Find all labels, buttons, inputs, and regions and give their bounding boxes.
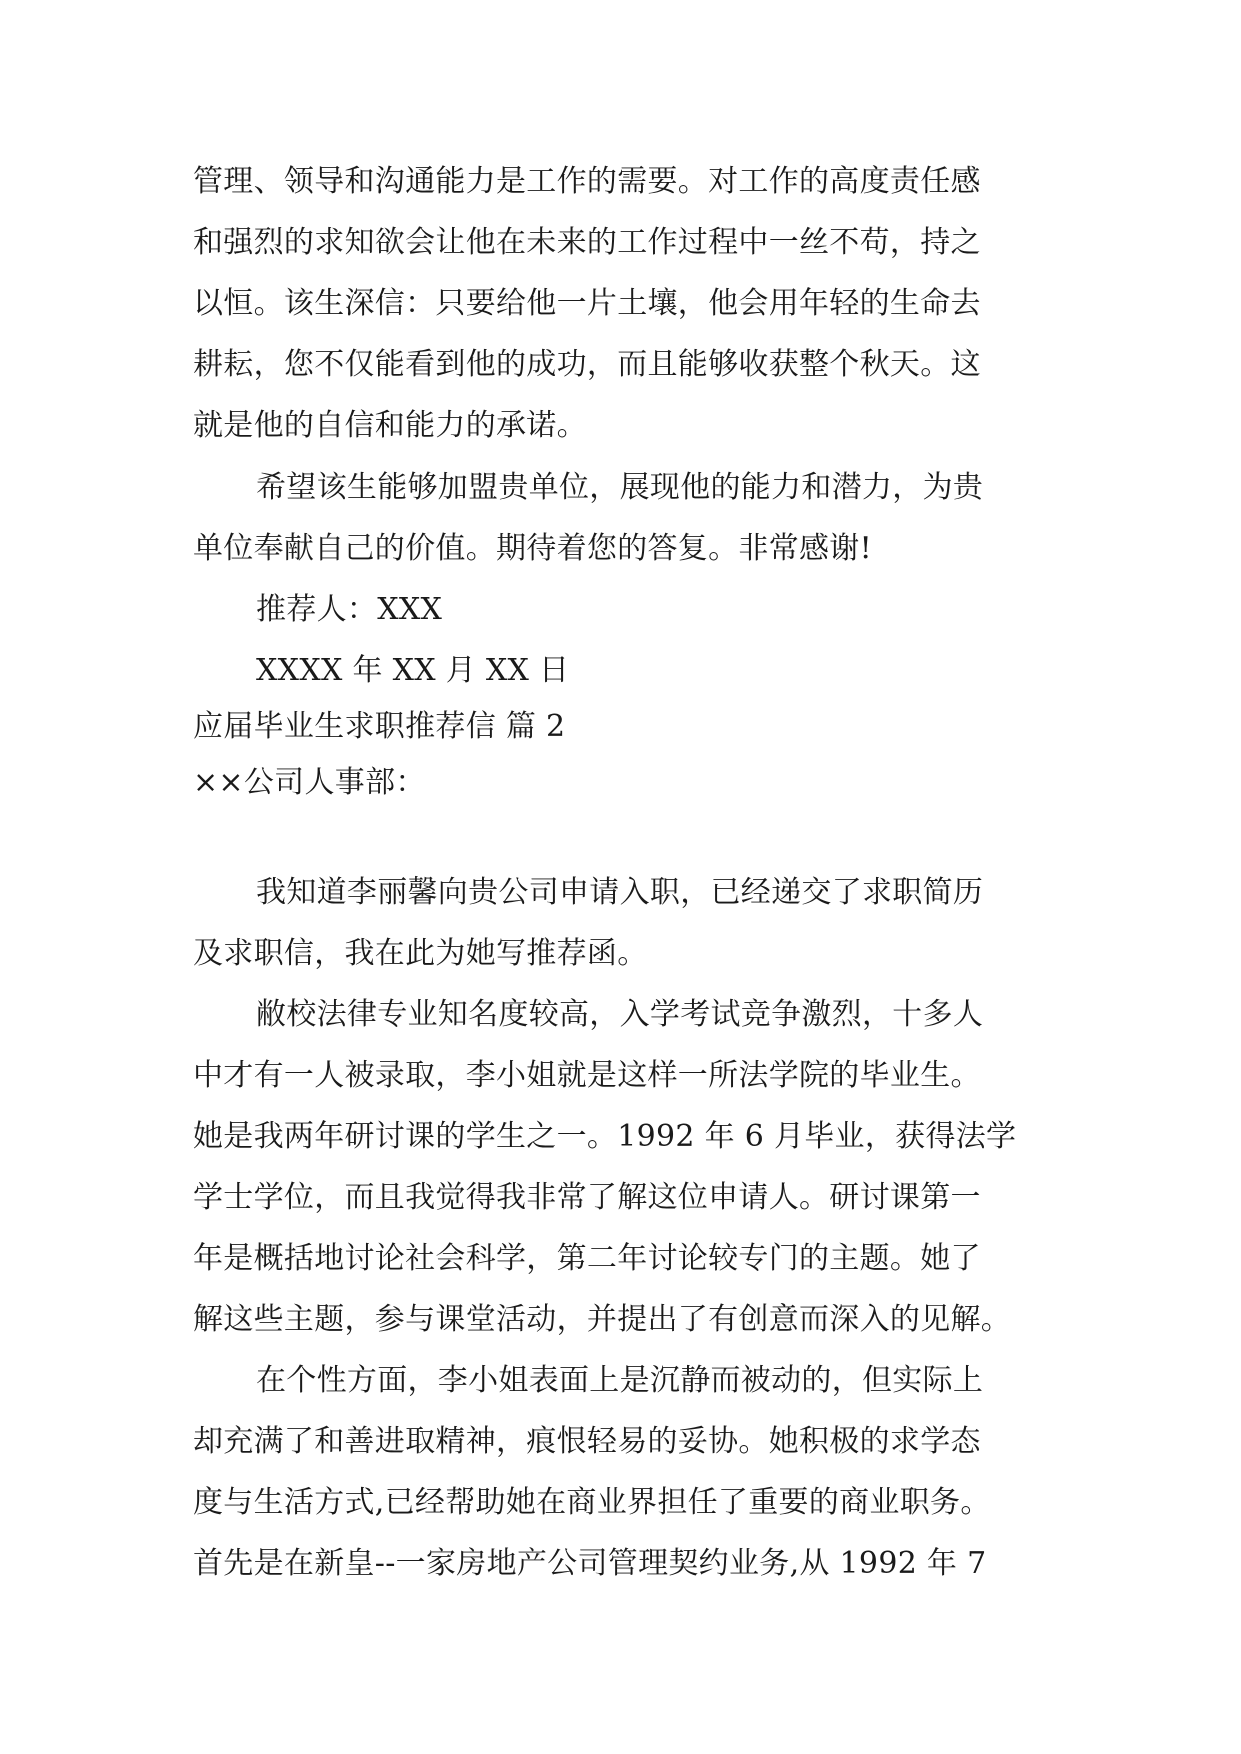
paragraph-line: 年是概括地讨论社会科学，第二年讨论较专门的主题。她了 bbox=[193, 1241, 981, 1276]
letter-date: XXXX 年 XX 月 XX 日 bbox=[256, 653, 570, 688]
paragraph-line: 就是他的自信和能力的承诺。 bbox=[193, 408, 587, 443]
paragraph-line: 及求职信，我在此为她写推荐函。 bbox=[193, 936, 648, 971]
paragraph-line: 度与生活方式,已经帮助她在商业界担任了重要的商业职务。 bbox=[193, 1485, 991, 1520]
paragraph-line: 和强烈的求知欲会让他在未来的工作过程中一丝不苟，持之 bbox=[193, 225, 981, 260]
paragraph-line: 学士学位，而且我觉得我非常了解这位申请人。研讨课第一 bbox=[193, 1180, 981, 1215]
paragraph-line: 中才有一人被录取，李小姐就是这样一所法学院的毕业生。 bbox=[193, 1058, 981, 1093]
paragraph-line: 耕耘，您不仅能看到他的成功，而且能够收获整个秋天。这 bbox=[193, 347, 981, 382]
paragraph-line: 解这些主题，参与课堂活动，并提出了有创意而深入的见解。 bbox=[193, 1302, 1012, 1337]
recommender-signature: 推荐人：XXX bbox=[256, 592, 443, 627]
section-title: 应届毕业生求职推荐信 篇 2 bbox=[193, 709, 566, 744]
paragraph-line: 敝校法律专业知名度较高，入学考试竞争激烈，十多人 bbox=[256, 997, 984, 1032]
paragraph-line: 希望该生能够加盟贵单位，展现他的能力和潜力，为贵 bbox=[256, 470, 984, 505]
paragraph-line: 首先是在新皇--一家房地产公司管理契约业务,从 1992 年 7 bbox=[193, 1546, 987, 1581]
paragraph-line: 却充满了和善进取精神，痕恨轻易的妥协。她积极的求学态 bbox=[193, 1424, 981, 1459]
paragraph-line: 管理、领导和沟通能力是工作的需要。对工作的高度责任感 bbox=[193, 164, 981, 199]
paragraph-line: 她是我两年研讨课的学生之一。1992 年 6 月毕业，获得法学 bbox=[193, 1119, 1017, 1154]
paragraph-line: 以恒。该生深信：只要给他一片土壤，他会用年轻的生命去 bbox=[193, 286, 981, 321]
paragraph-line: 我知道李丽馨向贵公司申请入职，已经递交了求职简历 bbox=[256, 875, 984, 910]
paragraph-line: 在个性方面，李小姐表面上是沉静而被动的，但实际上 bbox=[256, 1363, 984, 1398]
letter-salutation: ××公司人事部： bbox=[193, 765, 426, 800]
paragraph-line: 单位奉献自己的价值。期待着您的答复。非常感谢! bbox=[193, 531, 872, 566]
